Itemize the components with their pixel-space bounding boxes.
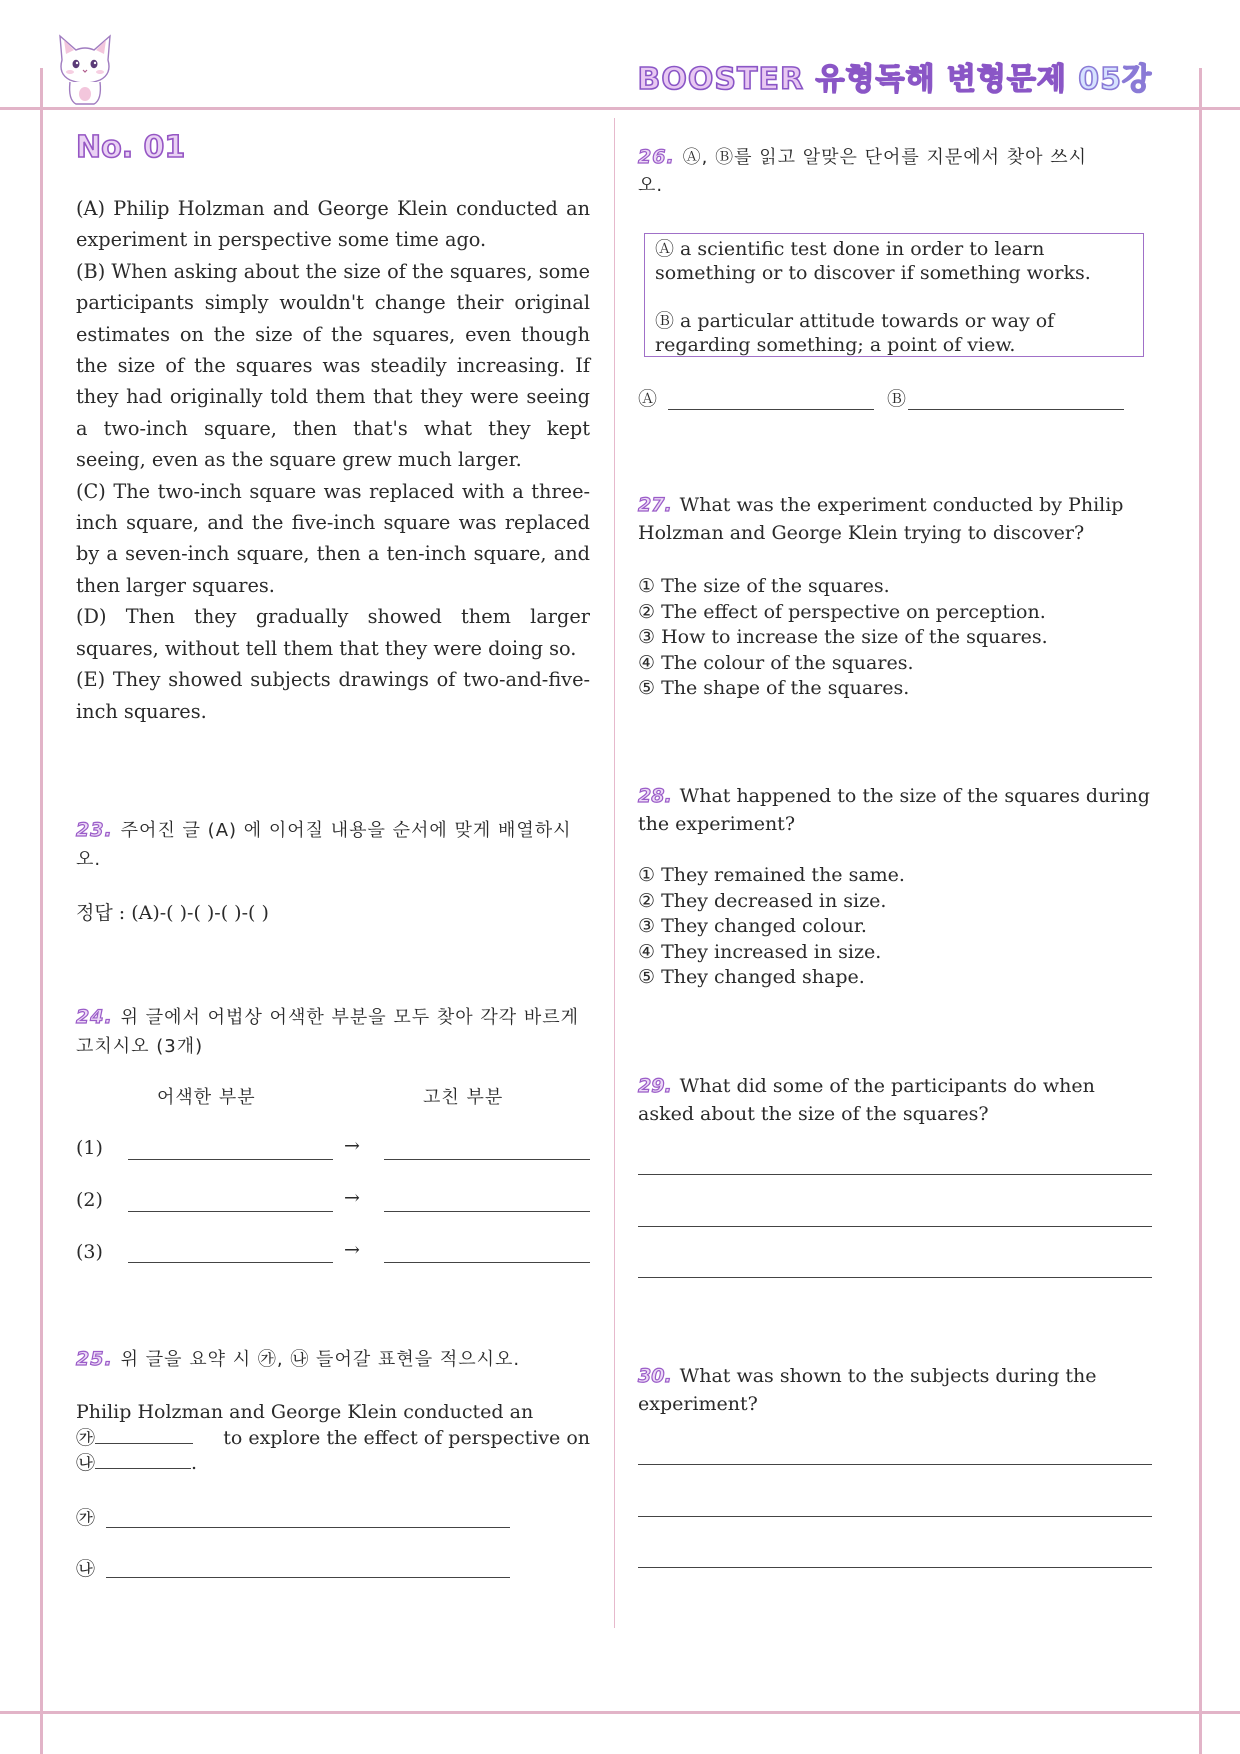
answer-line[interactable] bbox=[638, 1226, 1152, 1227]
fixed-part-input[interactable] bbox=[384, 1159, 590, 1160]
question-28 bbox=[638, 782, 1158, 838]
worksheet-title bbox=[638, 54, 1152, 98]
cat-mascot-icon bbox=[54, 30, 116, 106]
question-number: 28. bbox=[638, 785, 672, 807]
answer-line[interactable] bbox=[638, 1464, 1152, 1465]
arrow-icon: → bbox=[344, 1135, 360, 1157]
passage-paragraph-c: (C) The two-inch square was replaced with a three-inch square, and the five-inch square was replaced by a seven-inch square, then a ten-inch square, and then larger squares. bbox=[76, 479, 590, 597]
summary-marker-b: ㉯ bbox=[76, 1452, 96, 1474]
option[interactable]: ④ The colour of the squares. bbox=[638, 651, 914, 674]
question-prompt: 위 글을 요약 시 ㉮, ㉯ 들어갈 표현을 적으시오. bbox=[120, 1349, 521, 1370]
fixed-part-input[interactable] bbox=[384, 1262, 590, 1263]
question-27 bbox=[638, 491, 1138, 547]
option[interactable]: ① The size of the squares. bbox=[638, 575, 890, 597]
question-24 bbox=[76, 1003, 590, 1061]
summary-line-2: to explore the effect of perspective on bbox=[223, 1426, 590, 1449]
correction-row-label: (2) bbox=[76, 1189, 103, 1211]
arrow-icon: → bbox=[344, 1187, 360, 1209]
question-29 bbox=[638, 1072, 1118, 1128]
wrong-part-input[interactable] bbox=[128, 1262, 333, 1263]
answer-line[interactable] bbox=[638, 1516, 1152, 1517]
question-number: 25. bbox=[76, 1348, 113, 1370]
summary-marker-a: ㉮ bbox=[76, 1426, 96, 1449]
question-prompt: What happened to the size of the squares during the experiment? bbox=[638, 785, 1150, 835]
passage-paragraph-d: (D) Then they gradually showed them larger squares, without tell them that they were doing so. bbox=[76, 605, 590, 660]
definition-b: Ⓑ a particular attitude towards or way of regarding something; a point of view. bbox=[655, 310, 1055, 356]
option[interactable]: ③ They changed colour. bbox=[638, 915, 867, 937]
answer-label-a: Ⓐ bbox=[638, 388, 658, 410]
arrow-icon: → bbox=[344, 1239, 360, 1261]
passage-paragraph-a: (A) Philip Holzman and George Klein conducted an experiment in perspective some time ago. bbox=[76, 197, 590, 252]
question-prompt: What did some of the participants do when asked about the size of the squares? bbox=[638, 1075, 1095, 1125]
fixed-part-input[interactable] bbox=[384, 1211, 590, 1212]
footer-rule bbox=[0, 1711, 1240, 1714]
correction-row-label: (3) bbox=[76, 1241, 103, 1263]
reading-passage bbox=[76, 193, 590, 727]
question-prompt: Ⓐ, Ⓑ를 읽고 알맞은 단어를 지문에서 찾아 쓰시오. bbox=[638, 147, 1088, 196]
definition-box bbox=[644, 233, 1144, 357]
passage-paragraph-e: (E) They showed subjects drawings of two-and-five-inch squares. bbox=[76, 668, 590, 723]
option[interactable]: ② The effect of perspective on perception. bbox=[638, 600, 1046, 623]
answer-order-field[interactable] bbox=[76, 898, 269, 925]
option[interactable]: ② They decreased in size. bbox=[638, 889, 887, 912]
option[interactable]: ⑤ The shape of the squares. bbox=[638, 677, 910, 699]
question-number: 27. bbox=[638, 494, 672, 516]
option[interactable]: ① They remained the same. bbox=[638, 864, 905, 886]
answer-input-a[interactable] bbox=[668, 409, 874, 410]
answer-line[interactable] bbox=[638, 1567, 1152, 1568]
answer-input-a[interactable] bbox=[106, 1527, 510, 1528]
options-27 bbox=[638, 574, 1048, 702]
options-28 bbox=[638, 863, 905, 991]
summary-period: . bbox=[191, 1452, 198, 1474]
answer-label-b: Ⓑ bbox=[887, 388, 907, 410]
frame-right-rule bbox=[1199, 68, 1202, 1754]
answer-line[interactable] bbox=[638, 1174, 1152, 1175]
question-number: 24. bbox=[76, 1006, 113, 1028]
definition-a: Ⓐ a scientific test done in order to learn something or to discover if something works. bbox=[655, 238, 1091, 284]
question-30 bbox=[638, 1362, 1118, 1418]
question-26 bbox=[638, 143, 1098, 200]
lecture-number: 05강 bbox=[1078, 62, 1152, 97]
summary-blank-a bbox=[95, 1443, 193, 1444]
option[interactable]: ⑤ They changed shape. bbox=[638, 966, 865, 988]
option[interactable]: ③ How to increase the size of the squares. bbox=[638, 626, 1048, 648]
passage-paragraph-b: (B) When asking about the size of the squares, some participants simply wouldn't change their original estimates on the size of the squares, even though the size of the squares was steadily increasing. If they had originally told them that they were seeing a two-inch square, then that's what they kept seeing, even as the square grew much larger. bbox=[76, 259, 590, 472]
question-prompt: 위 글에서 어법상 어색한 부분을 모두 찾아 각각 바르게 고치시오 (3개) bbox=[76, 1007, 579, 1057]
column-header-wrong: 어색한 부분 bbox=[157, 1087, 256, 1108]
wrong-part-input[interactable] bbox=[128, 1159, 333, 1160]
answer-line[interactable] bbox=[638, 1277, 1152, 1278]
correction-row-label: (1) bbox=[76, 1137, 103, 1159]
header-rule bbox=[0, 107, 1240, 110]
section-title: No. 01 bbox=[76, 130, 186, 165]
question-25 bbox=[76, 1345, 596, 1374]
summary-text bbox=[76, 1400, 590, 1477]
wrong-part-input[interactable] bbox=[128, 1211, 333, 1212]
question-prompt: 주어진 글 (A) 에 이어질 내용을 순서에 맞게 배열하시오. bbox=[76, 820, 572, 870]
answer-label-a: ㉮ bbox=[76, 1507, 96, 1529]
column-header-fixed: 고친 부분 bbox=[423, 1087, 504, 1108]
answer-input-b[interactable] bbox=[106, 1577, 510, 1578]
summary-blank-b bbox=[95, 1468, 191, 1469]
question-number: 23. bbox=[76, 819, 113, 841]
option[interactable]: ④ They increased in size. bbox=[638, 940, 882, 963]
column-divider bbox=[614, 118, 615, 1628]
answer-label-b: ㉯ bbox=[76, 1558, 96, 1580]
question-number: 30. bbox=[638, 1365, 672, 1387]
answer-input-b[interactable] bbox=[908, 409, 1124, 410]
question-prompt: What was the experiment conducted by Philip Holzman and George Klein trying to discover? bbox=[638, 494, 1124, 544]
frame-left-rule bbox=[40, 68, 43, 1754]
question-prompt: What was shown to the subjects during the experiment? bbox=[638, 1365, 1097, 1415]
summary-line-1: Philip Holzman and George Klein conducted an bbox=[76, 1401, 534, 1423]
question-23 bbox=[76, 816, 590, 874]
question-number: 29. bbox=[638, 1075, 672, 1097]
question-number: 26. bbox=[638, 146, 675, 168]
worksheet-title-text: BOOSTER 유형독해 변형문제 bbox=[637, 62, 1067, 97]
answer-order-label: 정답 : (A)-( )-( )-( )-( ) bbox=[76, 902, 269, 924]
